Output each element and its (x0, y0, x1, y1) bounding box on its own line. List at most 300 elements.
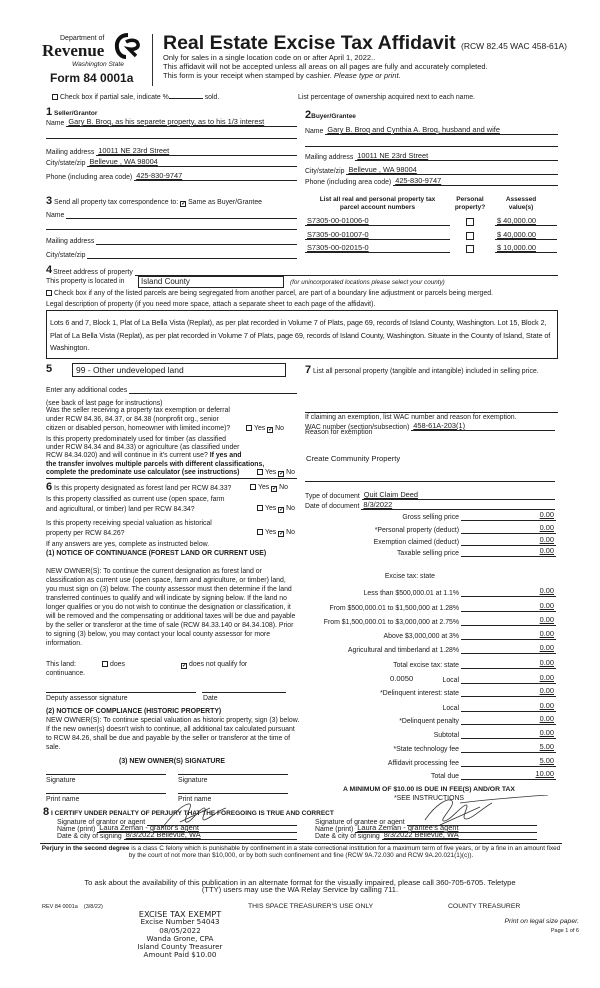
amount-value: 5.00 (539, 742, 554, 751)
additional-codes-label: Enter any additional codes (46, 387, 128, 394)
amount-field[interactable] (461, 702, 556, 712)
personal-property-line[interactable] (305, 412, 558, 413)
q-bold-line: the transfer involves multiple parcels with different classifications, (46, 460, 265, 468)
q1-yes-checkbox[interactable] (246, 425, 252, 431)
buyer-heading: Buyer/Grantee (311, 113, 356, 120)
no-label: No (286, 505, 295, 512)
amount-field[interactable] (461, 715, 556, 725)
assessed-value: $ 40,000.00 (497, 231, 537, 239)
section-divider (46, 478, 297, 479)
notice-2-body: NEW OWNER(S): To continue special valuation as historic property, sign (3) below. If the new owner(s) doesn't wish to continue, all additional tax calculated pursuant to RCW 84.26, shall be due and payable by the seller or transferor at the time of sale. (46, 717, 300, 751)
q1-no-checkbox[interactable]: ✓ (268, 427, 274, 433)
q4-yes-no (257, 505, 295, 513)
perjury-bold: Perjury in the second degree (41, 845, 130, 852)
section-number: 4 (46, 264, 53, 276)
correspondence-name-field[interactable] (46, 210, 297, 219)
does-not-checkbox[interactable]: ✓ (182, 663, 188, 669)
no-label: No (279, 484, 288, 491)
use-code-select[interactable] (72, 363, 286, 377)
no-label: No (275, 425, 284, 432)
amount-row (300, 548, 556, 557)
amount-row (300, 730, 556, 739)
correspondence-mail-field[interactable] (46, 236, 297, 245)
accessibility-notice (30, 880, 570, 893)
amount-value: 0.00 (539, 673, 554, 682)
grantor-date-label: Date & city of signing (57, 833, 122, 840)
amount-label: Total due (431, 773, 459, 780)
does-option (102, 661, 125, 669)
q-line: Is this property receiving special valuation as historical (46, 520, 212, 527)
county-select[interactable] (138, 276, 284, 288)
assessed-value: $ 10,000.00 (497, 244, 537, 252)
amount-row (300, 771, 556, 780)
seller-phone-value: 425-830-9747 (136, 172, 183, 180)
header-line: value(s) (508, 204, 534, 211)
q5-yes-checkbox[interactable] (257, 529, 263, 535)
header-line: parcel account numbers (339, 204, 416, 211)
amount-row (300, 617, 556, 626)
partial-sale (52, 94, 219, 102)
amount-field[interactable] (461, 616, 556, 626)
correspondence-city-label: City/state/zip (46, 252, 86, 259)
signature-label-2: Signature (178, 777, 208, 784)
grantee-signature-image (420, 795, 550, 830)
seller-section-title (46, 107, 97, 118)
question-3 (46, 482, 231, 493)
wac-value: 458-61A-203(1) (413, 422, 466, 430)
correspondence-title (46, 196, 262, 207)
amount-row (300, 675, 556, 684)
legal-label: Legal description of property (if you need more space, attach a separate sheet to each page of the affidavit). (46, 301, 376, 308)
parcel-header-assessed (496, 196, 546, 212)
seller-name-field[interactable] (46, 118, 297, 127)
doc-type-value: Quit Claim Deed (363, 491, 418, 499)
q-bold: If yes and (209, 452, 242, 460)
amount-value: 0.00 (539, 728, 554, 737)
buyer-city-label: City/state/zip (305, 168, 345, 175)
county-note: (for unincorporated locations please select your county) (290, 279, 445, 286)
segregated (46, 290, 493, 298)
parcel-number-field[interactable] (305, 231, 450, 240)
print-name-line-2[interactable] (178, 793, 288, 794)
notice-1-body: NEW OWNER(S): To continue the current designation as forest land or classification as current use (open space, farm and agriculture, or timber) land, you must sign on (3) below. The county assessor must then determine if the land transferred continues to qualify and will indicate by signing below. If the land no longer qualifies or you do not wish to continue the designation or classification, it will be removed and the compensating or additional taxes will be due and payable by the seller or transferor at the time of sale (RCW 84.33.140 or 84.34.108). Prior to signing (3) below, you may contact your local county assessor for more information. (46, 568, 296, 647)
q-line: under RCW 84.36, 84.37, or 84.38 (nonprofit org., senior (46, 415, 219, 423)
buyer-name-field[interactable] (305, 126, 558, 135)
amount-row (300, 537, 556, 546)
grantor-date-value: 8/3/2022 Bellevue, WA (125, 831, 201, 839)
segregated-label: Check box if any of the listed parcels are being segregated from another parcel, are part of a boundary line adjustment or parcels being merged. (54, 290, 493, 297)
correspondence-label: Send all property tax correspondence to: (54, 199, 179, 206)
revision: REV 84 0001a (3/8/22) (42, 904, 103, 910)
seller-mail-label: Mailing address (46, 149, 95, 156)
print-name-label-1: Print name (46, 796, 80, 803)
question-5 (46, 519, 212, 539)
assessed-value-field[interactable] (495, 231, 557, 240)
seller-city-value: Bellevue , WA 98004 (89, 158, 158, 166)
amount-field[interactable] (461, 587, 556, 597)
does-checkbox[interactable] (102, 661, 108, 667)
section-number: 7 (305, 364, 312, 376)
parcel-header-personal (450, 196, 490, 212)
stamp-line: Wanda Grone, CPA (146, 933, 214, 943)
page-number: Page 1 of 6 (550, 928, 579, 934)
question-1 (46, 407, 230, 433)
amount-label: *State technology fee (393, 746, 459, 753)
does-not-label: does not qualify for (189, 661, 248, 668)
certify-label: I CERTIFY UNDER PENALTY OF PERJURY THAT THE FOREGOING IS TRUE AND CORRECT (51, 810, 334, 817)
amount-label: Exemption claimed (deduct) (373, 539, 459, 546)
perjury-divider (40, 843, 562, 844)
q4-yes-checkbox[interactable] (257, 505, 263, 511)
q3-no-checkbox[interactable]: ✓ (272, 486, 278, 492)
owner-signature-line-2[interactable] (178, 774, 288, 775)
stamp-line: Excise Number 54043 (140, 917, 220, 927)
amount-row (300, 703, 556, 712)
amount-row (300, 645, 556, 654)
excise-state-label: Excise tax: state (384, 573, 435, 580)
stamp-line: Amount Paid $10.00 (143, 950, 217, 960)
amount-label: Local (442, 677, 459, 684)
subtitle-1: Only for sales in a single location code on or after April 1, 2022.. (163, 53, 376, 62)
grantor-name-label: Name (print) (57, 826, 96, 833)
legal-description: Lots 6 and 7, Block 1, Plat of La Bella Vista (Replat), as per plat recorded in Volume 7 of Plats, page 69, records of Island County, Washington. Lot 15, Block 2, Plat of La Bella Vista (Replat), as per plat recorded in Volume 7 of Plats, page 69, records of Island County, Washington. Situate in the County of Island, State of Washington. (50, 318, 551, 352)
local-rate: 0.0050 (390, 674, 414, 683)
amount-label: Subtotal (433, 732, 459, 739)
section-number: 8 (43, 806, 50, 818)
seller-phone-field[interactable] (46, 172, 297, 181)
parcel-number: S7305-00-01006-0 (307, 217, 369, 225)
notice-2-title: (2) NOTICE OF COMPLIANCE (HISTORIC PROPERTY) (46, 708, 222, 715)
amount-label: Above $3,000,000 at 3% (383, 633, 459, 640)
parcel-number: S7305-00-02015-0 (307, 244, 369, 252)
buyer-city-value: Bellevue , WA 98004 (348, 166, 417, 174)
q3-yes-checkbox[interactable] (250, 484, 256, 490)
amount-value: 0.00 (539, 714, 554, 723)
amount-value: 0.00 (539, 586, 554, 595)
amount-value: 0.00 (539, 601, 554, 610)
q-bold-line: complete the predominate use calculator (see instructions) (46, 468, 240, 476)
amount-value: 0.00 (539, 658, 554, 667)
yes-label: Yes (265, 505, 277, 512)
doc-date-field[interactable] (305, 501, 555, 510)
seller-name-line-2 (46, 138, 297, 139)
treasurer-space: THIS SPACE TREASURER'S USE ONLY (248, 903, 374, 910)
no-label: No (286, 469, 295, 476)
personal-property-checkbox[interactable] (466, 218, 474, 226)
deputy-signature-label: Deputy assessor signature (46, 695, 128, 702)
amount-field[interactable] (461, 770, 556, 780)
q2-yes-no (257, 469, 295, 477)
yes-label: Yes (265, 529, 277, 536)
buyer-name-label: Name (305, 128, 324, 135)
q-line: Is this property classified as current use (open space, farm (46, 496, 225, 503)
buyer-city-field[interactable] (305, 166, 558, 175)
new-owner-signature-title: (3) NEW OWNER(S) SIGNATURE (119, 758, 225, 765)
doc-date-label: Date of document (305, 503, 360, 510)
header-line: property? (454, 204, 486, 211)
seller-phone-label: Phone (including area code) (46, 174, 133, 181)
reason-label: Reason for exemption (305, 429, 373, 436)
does-label: does (110, 661, 125, 668)
amount-label: *Delinquent interest: state (380, 690, 459, 697)
q4-no-checkbox[interactable]: ✓ (279, 507, 285, 513)
amount-label: Gross selling price (402, 514, 459, 521)
stamp-line: EXCISE TAX EXEMPT (138, 909, 222, 919)
subtitle-3-italic: Please type or print. (333, 71, 401, 80)
amount-row (300, 603, 556, 612)
amount-field[interactable] (461, 687, 556, 697)
amount-row (300, 660, 556, 669)
buyer-section-title (305, 110, 356, 121)
q-line: property per RCW 84.26? (46, 530, 125, 537)
amount-label: Taxable selling price (396, 550, 459, 557)
subtitle-3-text: This form is your receipt when stamped by cashier. (163, 71, 332, 80)
buyer-mail-label: Mailing address (305, 154, 354, 161)
assessed-value-field[interactable] (495, 244, 557, 253)
seller-heading: Seller/Grantor (54, 110, 98, 117)
grantee-sig-label: Signature of grantee or agent (315, 819, 405, 826)
amount-row (300, 716, 556, 725)
seller-city-label: City/state/zip (46, 160, 86, 167)
question-4 (46, 495, 224, 515)
assessed-value: $ 40,000.00 (497, 217, 537, 225)
this-land-label: This land: (46, 661, 76, 668)
segregated-checkbox[interactable] (46, 290, 52, 296)
washington-state: Washington State (72, 61, 124, 68)
stamp-line: Island County Treasurer (137, 942, 223, 952)
legal-paper-note: Print on legal size paper. (504, 918, 579, 925)
accessibility-line: To ask about the availability of this publication in an alternate format for the visually impaired, please call 360-705-6705. Teletype (84, 878, 516, 887)
amount-field[interactable] (461, 536, 556, 546)
deputy-date-line[interactable] (202, 692, 286, 693)
amount-label: *Personal property (deduct) (374, 527, 459, 534)
does-not-option (181, 661, 247, 669)
item-7-label: List all personal property (tangible and intangible) included in selling price. (313, 368, 539, 375)
grantee-date-label: Date & city of signing (315, 833, 380, 840)
amount-field[interactable] (461, 511, 556, 521)
additional-codes-field[interactable] (46, 385, 297, 394)
section-number: 6 (46, 481, 53, 493)
perjury-text: is a class C felony which is punishable by confinement in a state correctional institution for a maximum term of five years, or by a fine in an amount fixed by the court of not more than $10,000, or by both such confinement and fine (RCW 9A.72.030 and RCW 9A.20.021(1)(c)). (128, 845, 561, 859)
continuance-label: continuance. (46, 670, 86, 677)
yes-label: Yes (265, 469, 277, 476)
question-2 (46, 436, 264, 477)
amount-field[interactable] (461, 547, 556, 557)
correspondence-line-2 (46, 229, 297, 230)
dept-of: Department of (60, 35, 105, 42)
section-number: 1 (46, 106, 53, 118)
reason-value[interactable]: Create Community Property (306, 454, 401, 463)
q-line: Was the seller receiving a property tax exemption or deferral (46, 407, 230, 414)
amount-value: 0.00 (539, 686, 554, 695)
amount-field[interactable] (461, 644, 556, 654)
owner-signature-line-1[interactable] (46, 774, 166, 775)
signature-label-1: Signature (46, 777, 76, 784)
buyer-mail-value: 10011 NE 23rd Street (357, 152, 429, 160)
parcel-number-field[interactable] (305, 217, 450, 226)
ownership-note: List percentage of ownership acquired next to each name. (298, 94, 475, 101)
title-rcw: (RCW 82.45 WAC 458-61A) (461, 41, 568, 51)
parcel-number: S7305-00-01007-0 (307, 231, 369, 239)
personal-property-checkbox[interactable] (466, 232, 474, 240)
wac-label: WAC number (section/subsection) (305, 424, 410, 431)
grantee-date-field[interactable] (315, 831, 537, 840)
parcel-header-numbers (310, 196, 445, 212)
notice-1-title: (1) NOTICE OF CONTINUANCE (FOREST LAND OR CURRENT USE) (46, 550, 267, 557)
amount-value: 0.00 (539, 701, 554, 710)
section-number: 3 (46, 195, 53, 207)
grantee-date-value: 8/3/2022 Bellevue, WA (383, 831, 459, 839)
q3-text: Is this property designated as forest land per RCW 84.33? (54, 485, 232, 492)
q-line: RCW 84.34.020) and will continue in it's current use? (46, 452, 208, 460)
accessibility-line: (TTY) users may use the WA Relay Service by calling 711. (201, 884, 399, 894)
amount-row (300, 758, 556, 767)
dor-logo-icon (114, 33, 142, 59)
amount-label: Less than $500,000.01 at 1.1% (363, 590, 459, 597)
print-name-line-1[interactable] (46, 793, 166, 794)
deputy-date-label: Date (203, 695, 218, 702)
amount-field[interactable] (461, 729, 556, 739)
located-label: This property is located in (46, 278, 125, 285)
personal-property-checkbox[interactable] (466, 245, 474, 253)
q-line: and agricultural, or timber) land per RCW 84.34? (46, 506, 195, 513)
subtitle-2: This affidavit will not be accepted unless all areas on all pages are fully and accurately completed. (163, 62, 488, 71)
amount-field[interactable] (461, 659, 556, 669)
amount-row (300, 512, 556, 521)
doc-type-label: Type of document (305, 493, 360, 500)
street-address-field[interactable] (46, 264, 558, 276)
header-line: Personal (456, 196, 484, 203)
amount-label: Agricultural and timberland at 1.28% (347, 647, 459, 654)
same-as-buyer-checkbox[interactable]: ✓ (181, 201, 187, 207)
print-name-label-2: Print name (178, 796, 212, 803)
minimum-due-notice: A MINIMUM OF $10.00 IS DUE IN FEE(S) AND/OR TAX (343, 786, 515, 793)
grantor-sig-label: Signature of grantor or agent (57, 819, 146, 826)
amount-label: *Delinquent penalty (399, 718, 459, 725)
amount-label: Total excise tax: state (393, 662, 459, 669)
use-code-value: 99 - Other undeveloped land (76, 365, 184, 375)
amount-row (300, 631, 556, 640)
buyer-phone-label: Phone (including area code) (305, 179, 392, 186)
header-line: List all real and personal property tax (319, 196, 436, 203)
stamp-line: 08/05/2022 (159, 925, 201, 935)
buyer-phone-field[interactable] (305, 177, 558, 186)
amount-value: 10.00 (535, 769, 554, 778)
grantor-name-value: Laura Zeman - grantor's agent (99, 824, 199, 832)
seller-city-field[interactable] (46, 158, 297, 167)
doc-date-value: 8/3/2022 (363, 501, 393, 509)
county-treasurer: COUNTY TREASURER (448, 903, 521, 910)
buyer-name-line-2 (305, 146, 558, 147)
buyer-name-value: Gary B. Broq and Cynthia A. Broq, husband and wife (327, 126, 500, 134)
partial-sale-checkbox[interactable] (52, 94, 58, 100)
claim-label: If claiming an exemption, list WAC number and reason for exemption. (305, 414, 517, 421)
amount-field[interactable] (461, 743, 556, 753)
section-number: 2 (305, 109, 312, 121)
amount-value: 0.00 (539, 643, 554, 652)
amount-field[interactable] (461, 630, 556, 640)
legal-description-box[interactable] (46, 310, 558, 359)
amount-row (300, 525, 556, 534)
amount-label: From $1,500,000.01 to $3,000,000 at 2.75% (323, 619, 459, 626)
amount-value: 0.00 (539, 546, 554, 555)
see-back: (see back of last page for instructions) (46, 400, 163, 407)
q-line: citizen or disabled person, homeowner with limited income)? (46, 424, 231, 432)
amount-value: 0.00 (539, 523, 554, 532)
q3-yes-no (250, 484, 288, 492)
q2-yes-checkbox[interactable] (257, 469, 263, 475)
see-instructions: *SEE INSTRUCTIONS (393, 795, 465, 802)
item-7 (305, 365, 560, 376)
amount-row (300, 744, 556, 753)
seller-mail-field[interactable] (46, 147, 297, 156)
seller-mail-value: 10011 NE 23rd Street (98, 147, 170, 155)
q2-no-checkbox[interactable]: ✓ (279, 471, 285, 477)
amount-row (300, 688, 556, 697)
amount-field[interactable] (461, 757, 556, 767)
no-label: No (286, 529, 295, 536)
q-line: under RCW 84.34 and 84.33) or agriculture (as classified under (46, 444, 240, 452)
q1-yes-no (246, 425, 284, 433)
amount-field[interactable] (461, 674, 556, 684)
amount-value: 0.00 (539, 535, 554, 544)
treasurer-stamp (120, 910, 240, 960)
buyer-phone-value: 425-830-9747 (395, 177, 442, 185)
correspondence-name-label: Name (46, 212, 65, 219)
amount-field[interactable] (461, 602, 556, 612)
form-number: Form 84 0001a (50, 71, 134, 85)
amount-value: 0.00 (539, 510, 554, 519)
same-as-buyer-label: Same as Buyer/Grantee (188, 199, 262, 206)
yes-label: Yes (258, 484, 270, 491)
correspondence-city-field[interactable] (46, 250, 297, 259)
street-label: Street address of property (53, 269, 133, 276)
grantee-name-label: Name (print) (315, 826, 354, 833)
seller-name-label: Name (46, 120, 65, 127)
if-any-yes: If any answers are yes, complete as instructed below. (46, 541, 210, 548)
assessed-value-field[interactable] (495, 217, 557, 226)
county-value: Island County (141, 277, 190, 286)
grantor-signature-image (160, 800, 230, 830)
amount-value: 5.00 (539, 756, 554, 765)
seller-name-value: Gary B. Broq, as his separete property, as to his 1/3 interest (68, 118, 265, 126)
reason-line (305, 481, 555, 482)
amount-field[interactable] (461, 524, 556, 534)
amount-value: 0.00 (539, 629, 554, 638)
amount-row (300, 588, 556, 597)
correspondence-mail-label: Mailing address (46, 238, 95, 245)
section-5-number: 5 (46, 363, 53, 375)
partial-sold: sold. (204, 94, 220, 101)
header-line: Assessed (505, 196, 537, 203)
grantor-date-field[interactable] (57, 831, 297, 840)
amount-label: From $500,000.01 to $1,500,000 at 1.28% (329, 605, 459, 612)
amount-label: Local (442, 705, 459, 712)
partial-percent-field[interactable] (169, 98, 203, 99)
header-divider (152, 34, 153, 86)
q5-no-checkbox[interactable]: ✓ (279, 531, 285, 537)
buyer-mail-field[interactable] (305, 152, 558, 161)
grantee-name-value: Laura Zeman - grantee's agent (357, 824, 459, 832)
parcel-number-field[interactable] (305, 244, 450, 253)
doc-type-field[interactable] (305, 491, 555, 500)
yes-label: Yes (254, 425, 266, 432)
q5-yes-no (257, 529, 295, 537)
amount-label: Affidavit processing fee (387, 760, 459, 767)
q-line: Is this property predominately used for timber (as classified (46, 436, 226, 443)
deputy-signature-line[interactable] (46, 692, 196, 693)
revenue-logo-text: Revenue (42, 41, 105, 60)
